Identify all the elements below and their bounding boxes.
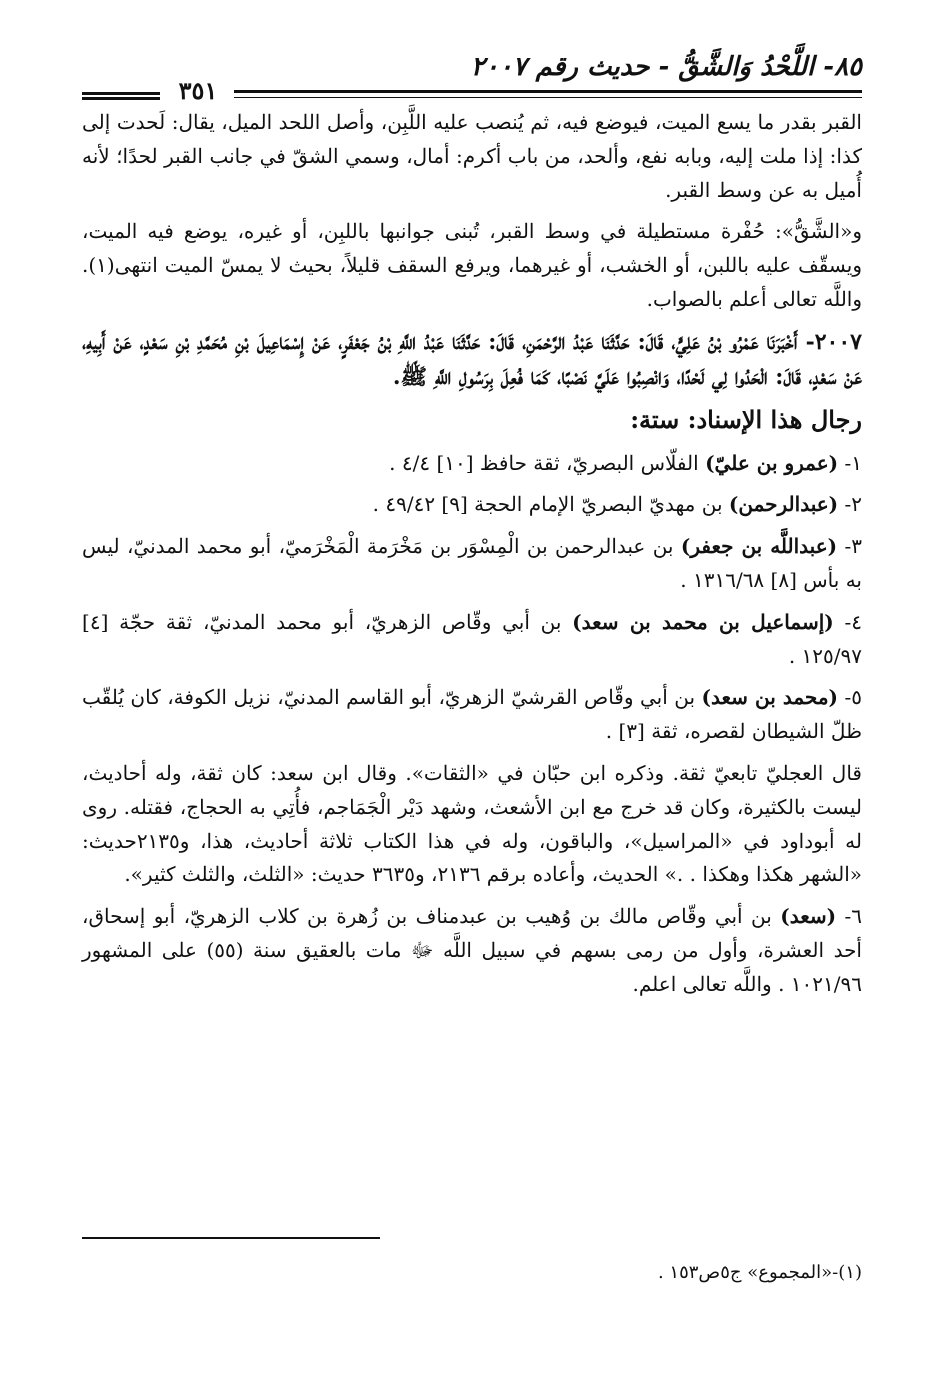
narrator-name: (إسماعيل بن محمد بن سعد) <box>572 609 834 634</box>
chapter-title: ٨٥- اللَّحْدُ وَالشَّقُّ - حديث رقم ٢٠٠٧ <box>470 52 862 82</box>
header-rule <box>234 90 862 98</box>
narrator-description: الفلّاس البصريّ، ثقة حافظ [١٠] ٤/٤ . <box>389 450 706 475</box>
document-page <box>82 52 863 1283</box>
narrator-number: ٣- <box>837 534 862 559</box>
paragraph-note: قال العجليّ تابعيّ ثقة. وذكره ابن حبّان في «الثقات». وقال ابن سعد: كان ثقة، وله أحاديث، ليست بالكثيرة، وكان قد خرج مع ابن الأشعث، وشهد دَيْر الْجَمَاجم، فأُتِي به الحجاج، فقتله. روى له أبوداود في «المراسيل»، والباقون، وله في هذا الكتاب ثلاثة أحاديث، هذا، و٢١٣٥حديث: «الشهر هكذا وهكذا . .» الحديث، وأعاده برقم ٢١٣٦، و٣٦٣٥ حديث: «الثلث، والثلث كثير». <box>82 760 862 887</box>
narrator-name: (عبدالرحمن) <box>728 492 839 517</box>
narrator-entry <box>82 681 862 749</box>
narrator-number: ٢- <box>838 492 862 517</box>
hadith-text: ٢٠٠٧- أَخْبَرَنَا عَمْرُو بْنُ عَلِيٍّ، قَالَ: حَدَّثَنَا عَبْدُ الرَّحْمَنِ، قَالَ: حَدَّثَنَا عَبْدُ اللَّهِ بْنُ جَعْفَرٍ، عَنْ إِسْمَاعِيلَ بْنِ مُحَمَّدِ بْنِ سَعْدٍ، عَنْ أَبِيهِ، عَنْ سَعْدٍ، قَالَ: الْحَدُوا لِي لَحْدًا، وَانْصِبُوا عَلَيَّ نَصْبًا، كَمَا فُعِلَ بِرَسُولِ اللَّهِ ﷺ. <box>82 328 862 390</box>
narrator-number: ٥- <box>838 685 863 710</box>
page-header <box>82 52 862 106</box>
narrator-description: بن عبدالرحمن بن الْمِسْوَر بن مَخْرَمة الْمَخْرَميّ، أبو محمد المدنيّ، ليس به بأس [٨] ١٣١٦/٦٨ . <box>82 534 862 592</box>
narrator-entry <box>82 488 862 522</box>
narrator-name: (عمرو بن عليّ) <box>705 450 839 475</box>
narrator-description: بن أبي وقّاص القرشيّ الزهريّ، أبو القاسم المدنيّ، نزيل الكوفة، كان يُلقّب ظلّ الشيطان لقصره، ثقة [٣] . <box>82 685 862 744</box>
narrator-description: بن مهديّ البصريّ الإمام الحجة [٩] ٤٩/٤٢ . <box>372 492 729 517</box>
paragraph-lahd: القبر بقدر ما يسع الميت، فيوضع فيه، ثم يُنصب عليه اللَّبِن، وأصل اللحد الميل، يقال: لَحدت إلى كذا: إذا ملت إليه، وبابه نفع، وألحد، من باب أكرم: أمال، وسمي الشقّ في جانب القبر لحدًا؛ لأنه أُميل به عن وسط القبر. <box>82 110 862 202</box>
page-number-rule <box>82 92 160 100</box>
footnote-separator <box>82 1237 380 1239</box>
footnote: (١)-«المجموع» ج٥ص١٥٣ . <box>657 1262 862 1283</box>
paragraph-shaqq: و«الشَّقُّ»: حُفْرة مستطيلة في وسط القبر، تُبنى جوانبها باللبِن، أو غيره، يوضع فيه الميت، ويسقّف عليه باللبن، أو الخشب، أو غيرهما، ويرفع السقف قليلاً، بحيث لا يمسّ الميت انتهى(١). واللَّه تعالى أعلم بالصواب. <box>82 219 862 311</box>
narrator-description: بن أبي وقّاص الزهريّ، أبو محمد المدنيّ، ثقة حجّة [٤] ١٢٥/٩٧ . <box>82 609 862 668</box>
narrator-number: ٦- <box>836 904 862 929</box>
narrator-number: ١- <box>838 450 862 475</box>
narrator-entry <box>82 530 862 598</box>
narrator-entry <box>82 900 862 1001</box>
narrator-name: (محمد بن سعد) <box>701 685 839 710</box>
narrator-entry <box>82 447 862 481</box>
page-number: ٣٥١ <box>178 76 218 105</box>
page-body <box>82 106 862 1002</box>
narrator-entry <box>82 606 862 674</box>
narrator-name: (سعد) <box>780 904 837 929</box>
narrator-description: بن أبي وقّاص مالك بن وُهيب بن عبدمناف بن زُهرة بن كلاب الزهريّ، أبو إسحاق، أحد العشرة، وأول من رمى بسهم في سبيل اللَّه ﷻ مات بالعقيق سنة (٥٥) على المشهور ١٠٢١/٩٦ . واللَّه تعالى اعلم. <box>82 904 862 996</box>
narrator-name: (عبداللَّه بن جعفر) <box>680 534 838 559</box>
narrator-number: ٤- <box>833 609 862 634</box>
section-title: رجال هذا الإسناد: ستة: <box>630 404 862 434</box>
